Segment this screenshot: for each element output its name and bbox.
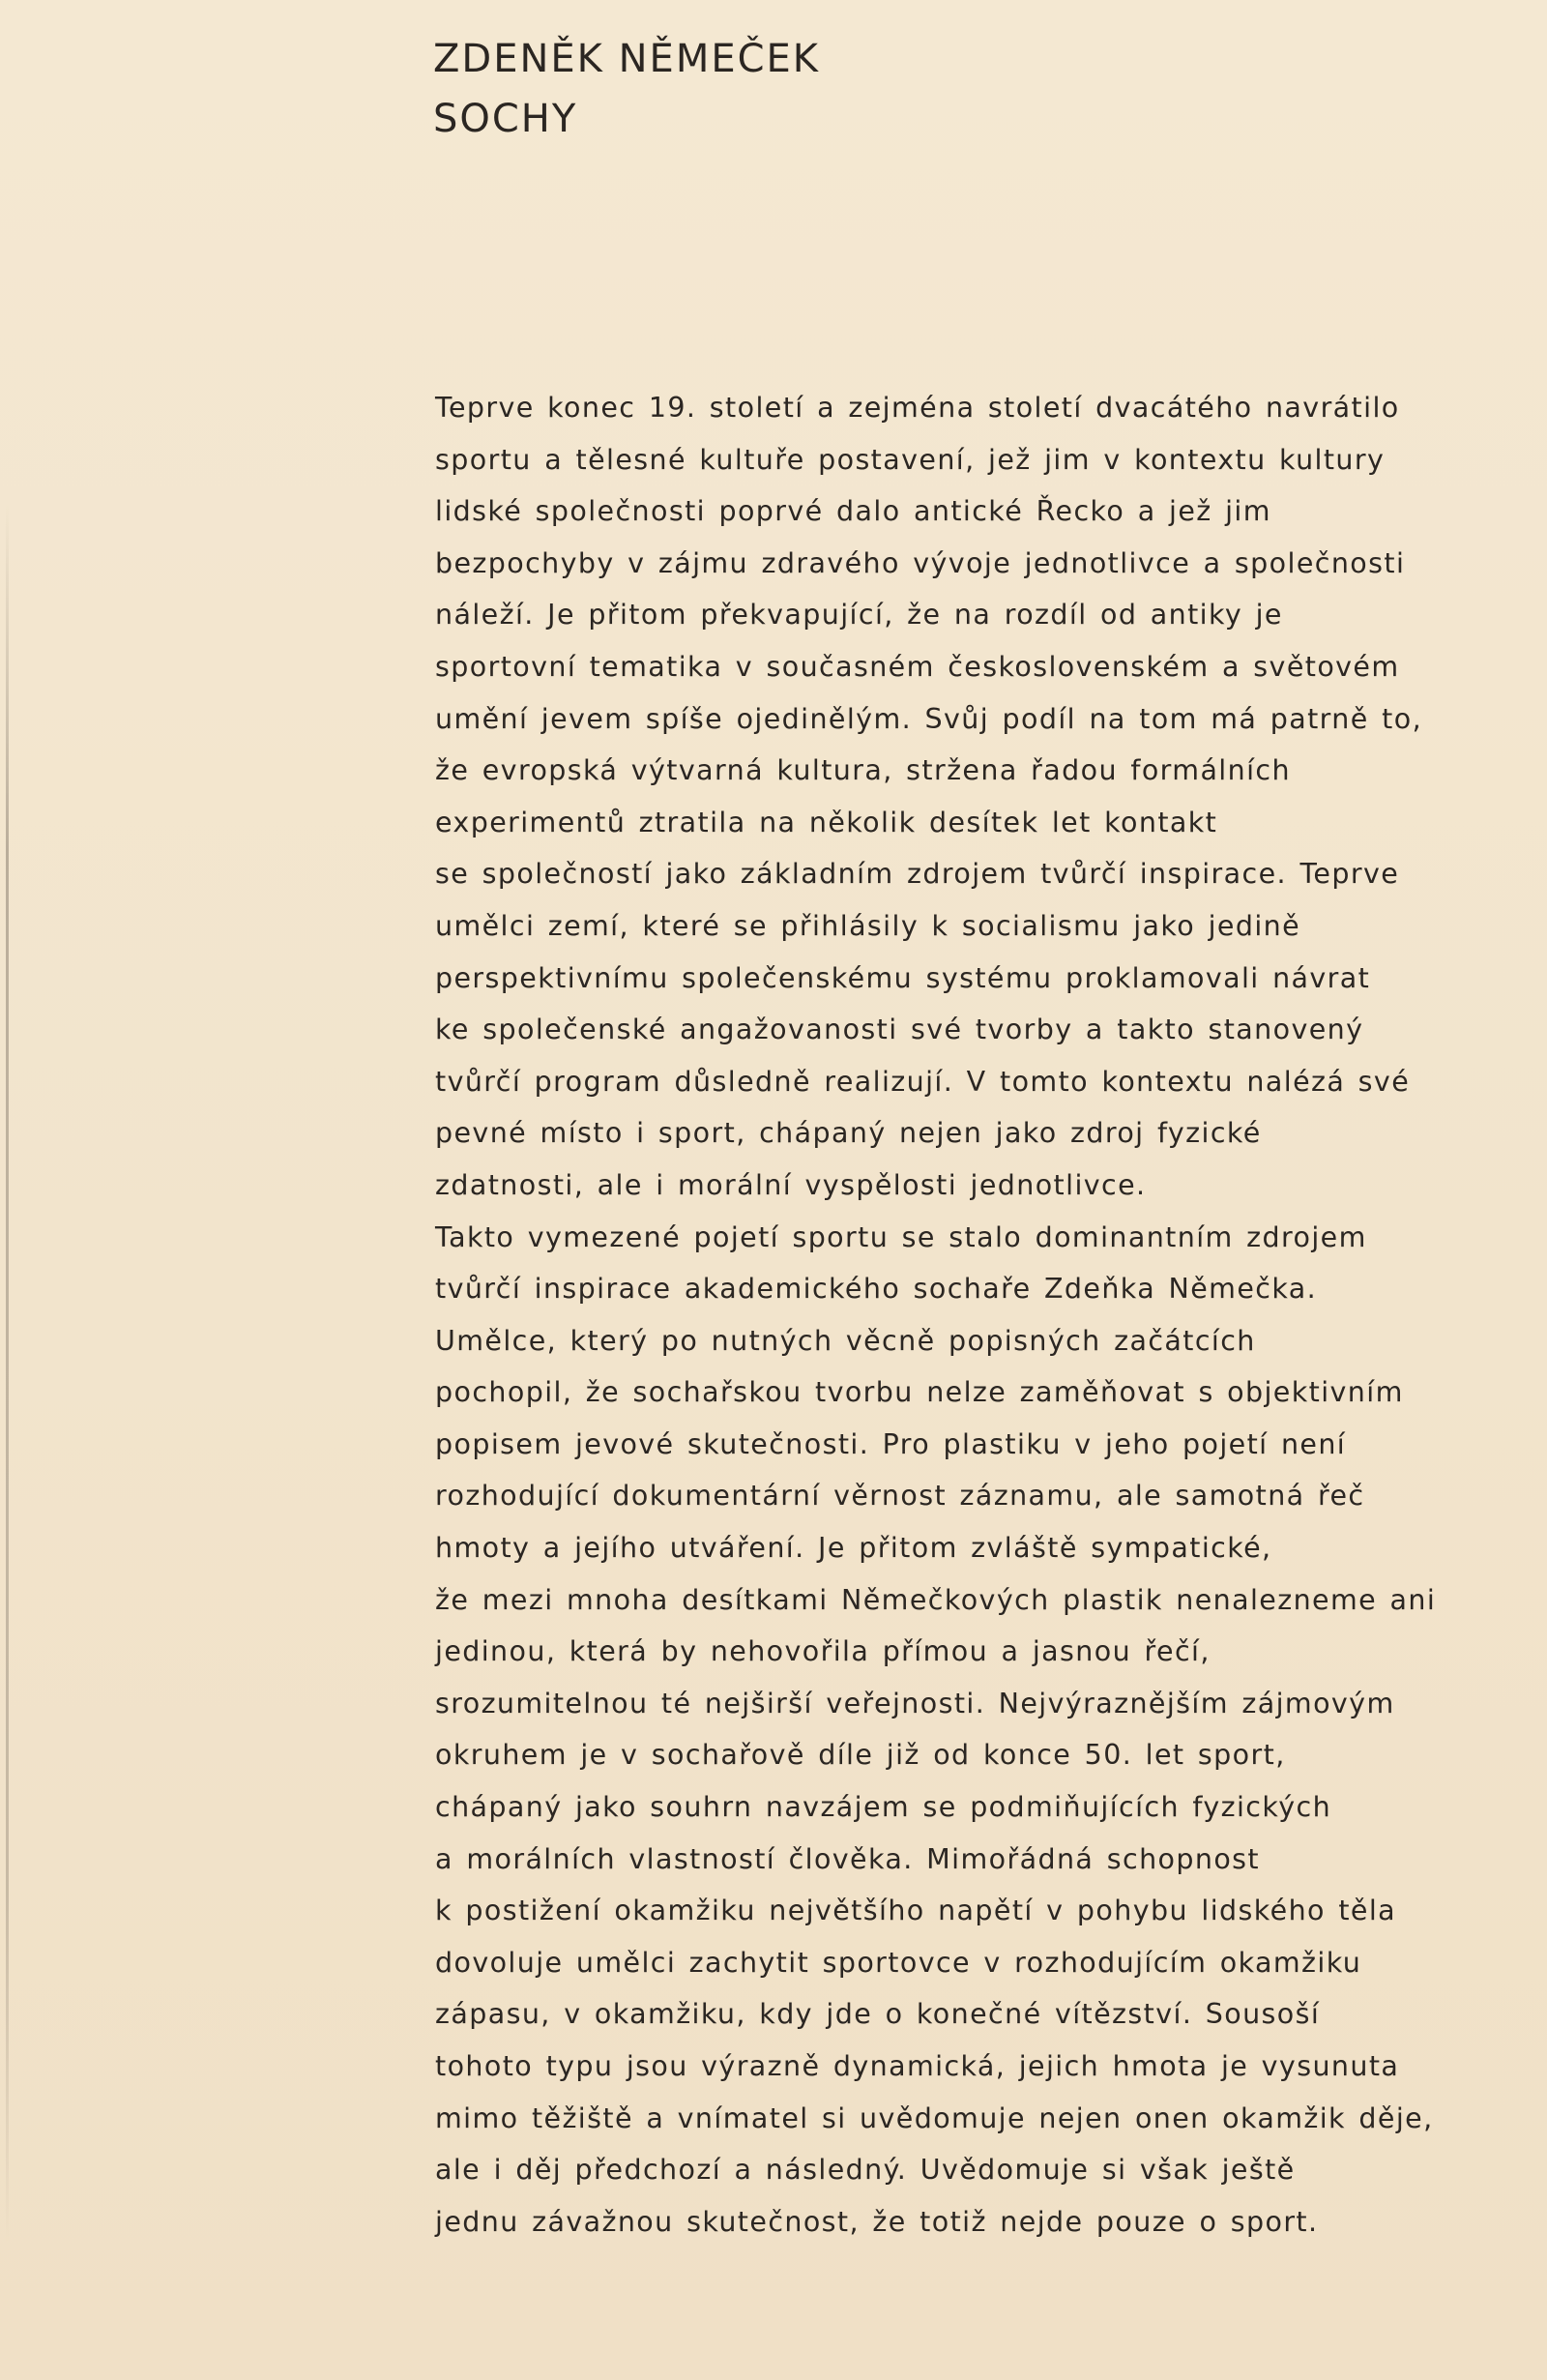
text-line: mimo těžiště a vnímatel si uvědomuje nejen onen okamžik děje, bbox=[435, 2101, 1434, 2134]
text-line: se společností jako základním zdrojem tvůrčí inspirace. Teprve bbox=[435, 858, 1400, 891]
text-line: dovoluje umělci zachytit sportovce v rozhodujícím okamžiku bbox=[435, 1946, 1362, 1979]
text-line: a morálních vlastností člověka. Mimořádná schopnost bbox=[435, 1842, 1260, 1875]
text-line: srozumitelnou té nejširší veřejnosti. Nejvýraznějším zájmovým bbox=[435, 1687, 1395, 1719]
text-line: bezpochyby v zájmu zdravého vývoje jednotlivce a společnosti bbox=[435, 546, 1406, 579]
text-line: že mezi mnoha desítkami Němečkových plastik nenalezneme ani bbox=[435, 1583, 1437, 1616]
text-line: umělci zemí, které se přihlásily k socialismu jako jedině bbox=[435, 909, 1301, 942]
document-title: SOCHY bbox=[433, 97, 578, 141]
text-line: Takto vymezené pojetí sportu se stalo dominantním zdrojem bbox=[435, 1220, 1367, 1253]
text-line: Umělce, který po nutných věcně popisných začátcích bbox=[435, 1324, 1256, 1357]
text-line: jednu závažnou skutečnost, že totiž nejde pouze o sport. bbox=[435, 2205, 1319, 2238]
text-line: že evropská výtvarná kultura, stržena řadou formálních bbox=[435, 754, 1291, 787]
text-line: zdatnosti, ale i morální vyspělosti jednotlivce. bbox=[435, 1168, 1147, 1201]
text-line: tvůrčí inspirace akademického sochaře Zdeňka Němečka. bbox=[435, 1273, 1318, 1306]
text-line: umění jevem spíše ojedinělým. Svůj podíl na tom má patrně to, bbox=[435, 702, 1423, 735]
text-line: rozhodující dokumentární věrnost záznamu, ale samotná řeč bbox=[435, 1480, 1365, 1513]
text-line: sportu a tělesné kultuře postavení, jež jim v kontextu kultury bbox=[435, 443, 1386, 476]
text-line: ke společenské angažovanosti své tvorby a takto stanovený bbox=[435, 1014, 1364, 1046]
text-line: lidské společnosti poprvé dalo antické Řecko a jež jim bbox=[435, 495, 1271, 528]
text-line: okruhem je v sochařově díle již od konce 50. let sport, bbox=[435, 1739, 1286, 1772]
text-line: Teprve konec 19. století a zejména století dvacátého navrátilo bbox=[435, 392, 1400, 424]
text-line: experimentů ztratila na několik desítek let kontakt bbox=[435, 806, 1218, 838]
text-line: tvůrčí program důsledně realizují. V tomto kontextu nalézá své bbox=[435, 1065, 1411, 1098]
page-edge-shadow bbox=[6, 503, 9, 2244]
text-line: hmoty a jejího utváření. Je přitom zvláště sympatické, bbox=[435, 1532, 1272, 1565]
header bbox=[433, 29, 1110, 149]
text-line: pevné místo i sport, chápaný nejen jako zdroj fyzické bbox=[435, 1117, 1262, 1150]
text-line: tohoto typu jsou výrazně dynamická, jejich hmota je vysunuta bbox=[435, 2050, 1400, 2082]
text-line: pochopil, že sochařskou tvorbu nelze zaměňovat s objektivním bbox=[435, 1376, 1404, 1409]
text-line: jedinou, která by nehovořila přímou a jasnou řečí, bbox=[435, 1635, 1211, 1668]
text-line: ale i děj předchozí a následný. Uvědomuje si však ještě bbox=[435, 2154, 1296, 2187]
body-text bbox=[435, 382, 1508, 2248]
text-line: k postižení okamžiku největšího napětí v pohybu lidského těla bbox=[435, 1895, 1397, 1927]
text-line: perspektivnímu společenskému systému proklamovali návrat bbox=[435, 961, 1371, 994]
text-line: chápaný jako souhrn navzájem se podmiňujících fyzických bbox=[435, 1791, 1332, 1824]
text-line: popisem jevové skutečnosti. Pro plastiku v jeho pojetí není bbox=[435, 1427, 1347, 1460]
author-name: ZDENĚK NĚMEČEK bbox=[433, 37, 821, 81]
text-line: zápasu, v okamžiku, kdy jde o konečné vítězství. Sousoší bbox=[435, 1998, 1321, 2031]
text-line: sportovní tematika v současném československém a světovém bbox=[435, 650, 1400, 683]
text-line: náleží. Je přitom překvapující, že na rozdíl od antiky je bbox=[435, 599, 1283, 632]
